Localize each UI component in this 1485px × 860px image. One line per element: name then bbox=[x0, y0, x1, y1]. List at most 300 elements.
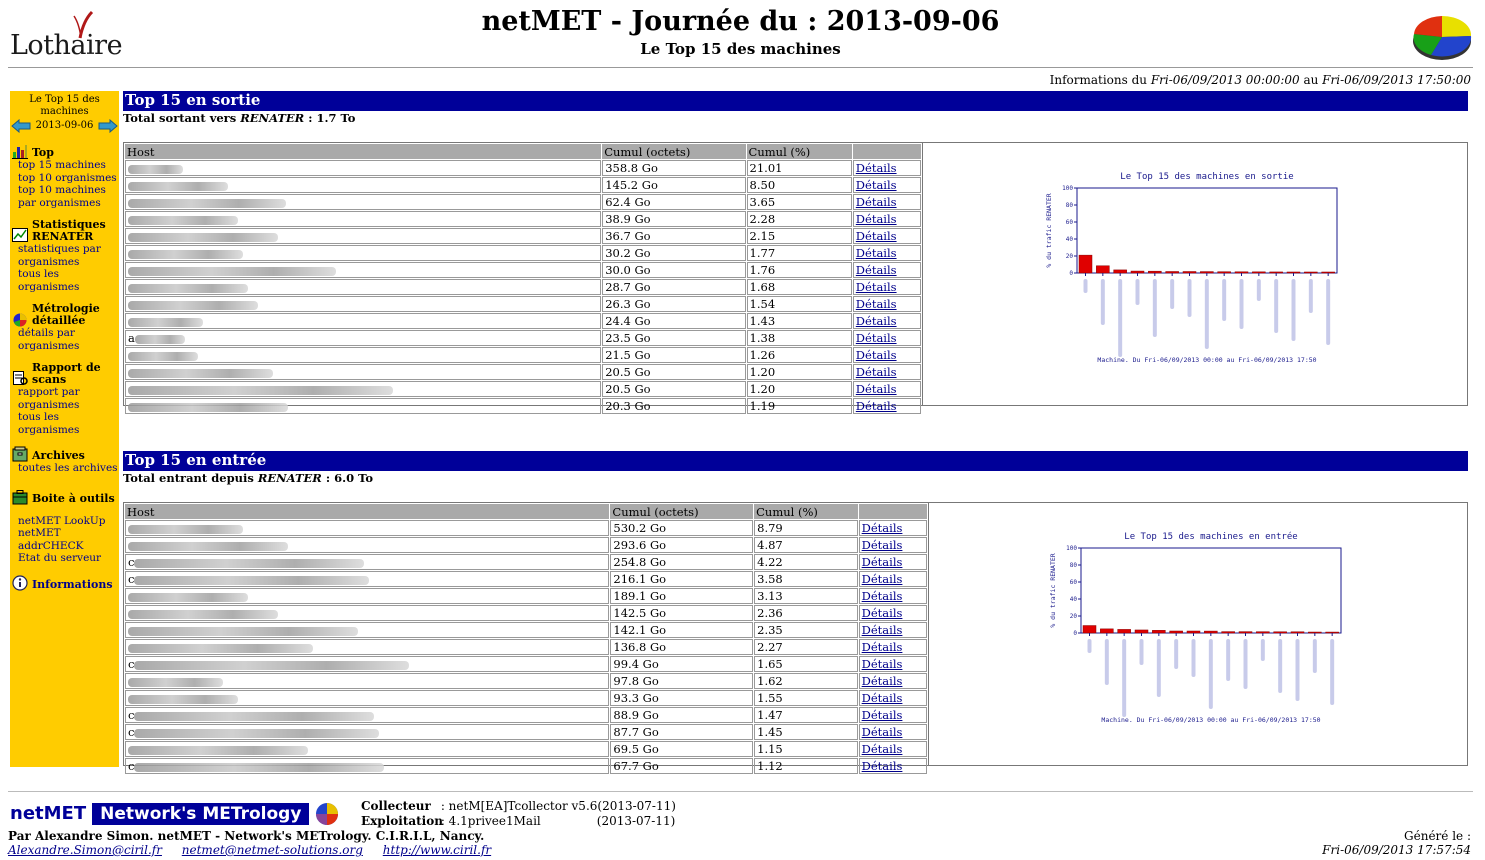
details-cell bbox=[853, 245, 921, 261]
details-link[interactable]: Détails bbox=[861, 589, 903, 603]
generated-value: Fri-06/09/2013 17:57:54 bbox=[1322, 843, 1471, 857]
column-header: Host bbox=[125, 504, 609, 519]
cumul-pct-cell: 3.65 bbox=[747, 194, 852, 210]
details-cell bbox=[859, 537, 927, 553]
cumul-pct-cell: 2.27 bbox=[754, 639, 858, 655]
cumul-pct-cell: 2.15 bbox=[747, 228, 852, 244]
table-row bbox=[125, 296, 921, 312]
details-cell bbox=[859, 639, 927, 655]
next-day-arrow-icon[interactable] bbox=[98, 119, 118, 133]
cumul-octets-cell: 145.2 Go bbox=[602, 177, 745, 193]
cumul-octets-cell: 62.4 Go bbox=[602, 194, 745, 210]
sidebar-link[interactable]: Etat du serveur bbox=[18, 552, 102, 564]
cumul-pct-cell: 2.28 bbox=[747, 211, 852, 227]
chart-bar bbox=[1308, 632, 1321, 633]
host-cell bbox=[125, 398, 601, 414]
host-cell bbox=[125, 690, 609, 706]
period-info bbox=[1050, 73, 1471, 87]
redacted-hostname bbox=[128, 352, 198, 361]
period-from: Fri-06/09/2013 00:00:00 bbox=[1150, 73, 1300, 87]
redacted-machine-label bbox=[1257, 279, 1261, 301]
section-entree bbox=[123, 451, 1468, 485]
host-cell bbox=[125, 245, 601, 261]
sidebar-section-title: Boite à outils bbox=[32, 491, 115, 505]
cumul-octets-cell: 88.9 Go bbox=[610, 707, 753, 723]
details-link[interactable]: Détails bbox=[861, 623, 903, 637]
details-link[interactable]: Détails bbox=[855, 195, 897, 209]
details-cell bbox=[853, 228, 921, 244]
host-cell bbox=[125, 211, 601, 227]
cumul-octets-cell: 67.7 Go bbox=[610, 758, 753, 774]
redacted-machine-label bbox=[1326, 279, 1330, 345]
host-cell bbox=[125, 177, 601, 193]
table-row bbox=[125, 228, 921, 244]
info-icon bbox=[12, 575, 28, 591]
table-row bbox=[125, 622, 927, 638]
cumul-pct-cell: 1.55 bbox=[754, 690, 858, 706]
details-cell bbox=[853, 262, 921, 278]
table-row bbox=[125, 724, 927, 740]
host-cell bbox=[125, 639, 609, 655]
footer-pie-icon bbox=[315, 802, 339, 826]
sidebar-section-title: Informations bbox=[32, 577, 113, 591]
cumul-pct-cell: 1.68 bbox=[747, 279, 852, 295]
host-cell bbox=[125, 673, 609, 689]
host-prefix: c bbox=[128, 759, 135, 773]
redacted-machine-label bbox=[1105, 639, 1109, 685]
details-cell bbox=[853, 330, 921, 346]
details-link[interactable]: Détails bbox=[861, 759, 903, 773]
chart-bar bbox=[1083, 626, 1096, 633]
chart-bar bbox=[1235, 272, 1248, 273]
redacted-machine-label bbox=[1313, 639, 1317, 673]
host-prefix: c bbox=[128, 555, 135, 569]
details-link[interactable]: Détails bbox=[861, 640, 903, 654]
sidebar-link[interactable]: statistiques par organismes bbox=[18, 243, 101, 268]
sidebar-date: 2013-09-06 bbox=[35, 120, 94, 131]
total-target: RENATER bbox=[257, 471, 322, 485]
host-cell bbox=[125, 194, 601, 210]
cumul-pct-cell: 1.47 bbox=[754, 707, 858, 723]
y-tick-label: 100 bbox=[1066, 545, 1077, 552]
details-link[interactable]: Détails bbox=[861, 674, 903, 688]
sidebar-section bbox=[10, 489, 119, 565]
sidebar-section bbox=[10, 219, 119, 293]
details-link[interactable]: Détails bbox=[855, 297, 897, 311]
cumul-octets-cell: 142.5 Go bbox=[610, 605, 753, 621]
table-row bbox=[125, 537, 927, 553]
redacted-machine-label bbox=[1118, 279, 1122, 357]
sidebar-link[interactable]: netMET LookUp bbox=[18, 514, 106, 527]
host-cell bbox=[125, 381, 601, 397]
y-axis-label: % du trafic RENATER bbox=[1045, 193, 1053, 268]
scan-report-icon bbox=[12, 370, 28, 386]
redacted-hostname bbox=[128, 182, 228, 191]
exploitation-date: (2013-07-11) bbox=[596, 814, 676, 828]
table-row bbox=[125, 313, 921, 329]
redacted-hostname bbox=[135, 335, 185, 344]
host-cell bbox=[125, 296, 601, 312]
host-cell bbox=[125, 758, 609, 774]
table-row bbox=[125, 211, 921, 227]
cumul-octets-cell: 30.0 Go bbox=[602, 262, 745, 278]
cumul-octets-cell: 136.8 Go bbox=[610, 639, 753, 655]
sidebar-section-header bbox=[12, 303, 119, 327]
sidebar-section-header bbox=[12, 446, 119, 462]
redacted-hostname bbox=[128, 610, 278, 619]
page-header bbox=[8, 4, 1473, 66]
entree-panel bbox=[123, 502, 1468, 773]
details-cell bbox=[853, 398, 921, 414]
y-tick-label: 80 bbox=[1065, 202, 1073, 209]
footer-credit: Par Alexandre Simon. netMET - Network's METrology. C.I.R.I.L, Nancy. bbox=[8, 829, 485, 843]
sidebar-section bbox=[10, 362, 119, 436]
footer-links bbox=[8, 843, 507, 857]
x-axis-label: Machine. Du Fri-06/09/2013 00:00 au Fri-06/09/2013 17:50 bbox=[1097, 356, 1317, 364]
sortie-panel bbox=[123, 142, 1468, 413]
details-cell bbox=[859, 724, 927, 740]
redacted-machine-label bbox=[1174, 639, 1178, 669]
ciril-website-link[interactable]: http://www.ciril.fr bbox=[382, 843, 492, 857]
table-row bbox=[125, 194, 921, 210]
sidebar-section-title: Statistiques RENATER bbox=[32, 218, 106, 243]
sidebar-section-header bbox=[12, 143, 119, 159]
host-cell bbox=[125, 364, 601, 380]
cumul-octets-cell: 20.3 Go bbox=[602, 398, 745, 414]
plot-frame bbox=[1077, 188, 1337, 273]
sidebar-sections bbox=[10, 143, 119, 591]
total-prefix: Total sortant vers bbox=[123, 111, 241, 125]
sidebar-link[interactable]: tous les organismes bbox=[18, 411, 80, 436]
cumul-octets-cell: 254.8 Go bbox=[610, 554, 753, 570]
redacted-hostname bbox=[134, 712, 374, 721]
host-prefix: c bbox=[128, 725, 135, 739]
details-cell bbox=[859, 741, 927, 757]
cumul-octets-cell: 142.1 Go bbox=[610, 622, 753, 638]
details-link[interactable]: Détails bbox=[855, 365, 897, 379]
chart-bar bbox=[1118, 629, 1131, 633]
footer-version-info bbox=[361, 799, 676, 829]
table-row bbox=[125, 758, 927, 774]
host-cell bbox=[125, 262, 601, 278]
chart-bar bbox=[1100, 629, 1113, 633]
sidebar-section bbox=[10, 303, 119, 352]
details-link[interactable]: Détails bbox=[861, 657, 903, 671]
chart-bar bbox=[1079, 255, 1092, 273]
details-link[interactable]: Détails bbox=[855, 348, 897, 362]
sidebar-section-header bbox=[12, 219, 119, 243]
y-tick-label: 40 bbox=[1069, 596, 1077, 603]
redacted-machine-label bbox=[1292, 279, 1296, 341]
author-email-link[interactable]: Alexandre.Simon@ciril.fr bbox=[8, 843, 162, 857]
sidebar-link[interactable]: top 10 organismes bbox=[18, 171, 117, 184]
cumul-octets-cell: 36.7 Go bbox=[602, 228, 745, 244]
details-cell bbox=[853, 177, 921, 193]
footer-divider bbox=[8, 791, 1473, 792]
details-cell bbox=[859, 690, 927, 706]
redacted-hostname bbox=[128, 216, 238, 225]
details-cell bbox=[859, 622, 927, 638]
details-link[interactable]: Détails bbox=[855, 263, 897, 277]
host-cell bbox=[125, 571, 609, 587]
chart-bar bbox=[1183, 272, 1196, 273]
table-row bbox=[125, 741, 927, 757]
details-link[interactable]: Détails bbox=[855, 212, 897, 226]
details-link[interactable]: Détails bbox=[861, 555, 903, 569]
header-divider bbox=[8, 67, 1473, 68]
cumul-octets-cell: 20.5 Go bbox=[602, 381, 745, 397]
details-cell bbox=[859, 520, 927, 536]
details-link[interactable]: Détails bbox=[855, 314, 897, 328]
details-link[interactable]: Détails bbox=[861, 725, 903, 739]
sidebar-link[interactable]: top 15 machines bbox=[18, 159, 106, 171]
redacted-hostname bbox=[134, 763, 384, 772]
redacted-hostname bbox=[134, 559, 364, 568]
details-cell bbox=[853, 364, 921, 380]
table-row bbox=[125, 520, 927, 536]
host-cell bbox=[125, 520, 609, 536]
cumul-octets-cell: 358.8 Go bbox=[602, 160, 745, 176]
details-cell bbox=[853, 296, 921, 312]
details-link[interactable]: Détails bbox=[855, 178, 897, 192]
chart-bar bbox=[1304, 272, 1317, 273]
details-cell bbox=[853, 194, 921, 210]
redacted-hostname bbox=[128, 644, 313, 653]
chart-title: Le Top 15 des machines en entrée bbox=[1124, 532, 1298, 542]
cumul-octets-cell: 99.4 Go bbox=[610, 656, 753, 672]
chart-bar bbox=[1187, 631, 1200, 633]
redacted-hostname bbox=[128, 369, 273, 378]
cumul-pct-cell: 1.43 bbox=[747, 313, 852, 329]
host-cell bbox=[125, 228, 601, 244]
section-sortie-title: Top 15 en sortie bbox=[123, 91, 1468, 111]
details-cell bbox=[853, 313, 921, 329]
details-link[interactable]: Détails bbox=[855, 161, 897, 175]
details-cell bbox=[859, 758, 927, 774]
details-cell bbox=[859, 571, 927, 587]
chart-bar bbox=[1239, 632, 1252, 633]
details-link[interactable]: Détails bbox=[855, 399, 897, 413]
cumul-pct-cell: 1.62 bbox=[754, 673, 858, 689]
details-link[interactable]: Détails bbox=[861, 538, 903, 552]
sidebar-link[interactable]: toutes les archives bbox=[18, 462, 118, 474]
details-link[interactable]: Détails bbox=[861, 572, 903, 586]
cumul-pct-cell: 8.79 bbox=[754, 520, 858, 536]
sidebar bbox=[10, 91, 119, 767]
sidebar-section-title: Archives bbox=[32, 449, 85, 462]
details-cell bbox=[853, 381, 921, 397]
sortie-table bbox=[124, 143, 922, 415]
details-cell bbox=[859, 707, 927, 723]
chart-bar bbox=[1152, 630, 1165, 633]
netmet-email-link[interactable]: netmet@netmet-solutions.org bbox=[181, 843, 363, 857]
details-cell bbox=[859, 588, 927, 604]
redacted-machine-label bbox=[1222, 279, 1226, 321]
sidebar-section bbox=[10, 575, 119, 591]
host-cell bbox=[125, 537, 609, 553]
sortie-chart-cell bbox=[922, 143, 1467, 405]
redacted-machine-label bbox=[1088, 639, 1092, 653]
host-cell bbox=[125, 160, 601, 176]
sidebar-link[interactable]: netMET addrCHECK bbox=[18, 527, 84, 552]
redacted-machine-label bbox=[1296, 639, 1300, 701]
period-mid: au bbox=[1299, 73, 1323, 87]
details-link[interactable]: Détails bbox=[861, 742, 903, 756]
cumul-octets-cell: 21.5 Go bbox=[602, 347, 745, 363]
details-link[interactable]: Détails bbox=[861, 708, 903, 722]
details-cell bbox=[853, 279, 921, 295]
sidebar-heading: Le Top 15 des machines bbox=[29, 94, 100, 117]
sortie-chart bbox=[923, 143, 1467, 405]
redacted-hostname bbox=[128, 199, 286, 208]
cumul-pct-cell: 2.36 bbox=[754, 605, 858, 621]
entree-chart bbox=[929, 503, 1467, 765]
chart-bar bbox=[1200, 272, 1213, 273]
host-cell bbox=[125, 279, 601, 295]
cumul-pct-cell: 1.65 bbox=[754, 656, 858, 672]
redacted-hostname bbox=[128, 284, 248, 293]
total-target: RENATER bbox=[240, 111, 305, 125]
redacted-machine-label bbox=[1226, 639, 1230, 681]
redacted-machine-label bbox=[1140, 639, 1144, 665]
cumul-octets-cell: 530.2 Go bbox=[610, 520, 753, 536]
table-row bbox=[125, 554, 927, 570]
exploitation-label: Exploitation bbox=[361, 814, 443, 828]
sidebar-section-header[interactable] bbox=[12, 575, 119, 591]
redacted-hostname bbox=[128, 301, 258, 310]
cumul-pct-cell: 1.76 bbox=[747, 262, 852, 278]
entree-table bbox=[124, 503, 928, 775]
cumul-octets-cell: 293.6 Go bbox=[610, 537, 753, 553]
details-link[interactable]: Détails bbox=[861, 606, 903, 620]
sidebar-section bbox=[10, 143, 119, 209]
period-prefix: Informations du bbox=[1049, 73, 1151, 87]
chart-bar bbox=[1222, 632, 1235, 633]
y-tick-label: 80 bbox=[1069, 562, 1077, 569]
chart-bar bbox=[1252, 272, 1265, 273]
cumul-pct-cell: 21.01 bbox=[747, 160, 852, 176]
chart-bar bbox=[1322, 272, 1335, 273]
redacted-machine-label bbox=[1084, 279, 1088, 293]
details-link[interactable]: Détails bbox=[855, 382, 897, 396]
cumul-pct-cell: 1.20 bbox=[747, 381, 852, 397]
chart-bar bbox=[1096, 266, 1109, 273]
column-header: Cumul (octets) bbox=[602, 144, 745, 159]
total-value: : 6.0 To bbox=[321, 471, 374, 485]
redacted-machine-label bbox=[1157, 639, 1161, 697]
column-header: Cumul (%) bbox=[747, 144, 852, 159]
sidebar-section-title: Métrologie détaillée bbox=[32, 302, 100, 327]
redacted-machine-label bbox=[1278, 639, 1282, 693]
redacted-hostname bbox=[128, 542, 288, 551]
redacted-hostname bbox=[128, 403, 288, 412]
details-cell bbox=[853, 211, 921, 227]
redacted-machine-label bbox=[1244, 639, 1248, 689]
y-axis-label: % du trafic RENATER bbox=[1049, 553, 1057, 628]
cumul-octets-cell: 189.1 Go bbox=[610, 588, 753, 604]
logo-text: Lothaire bbox=[10, 30, 123, 61]
host-cell bbox=[125, 724, 609, 740]
y-tick-label: 0 bbox=[1073, 630, 1077, 637]
pie-chart-logo-icon[interactable] bbox=[1411, 10, 1473, 62]
details-cell bbox=[859, 673, 927, 689]
chart-title: Le Top 15 des machines en sortie bbox=[1120, 172, 1294, 182]
column-header bbox=[853, 144, 921, 159]
sidebar-link[interactable]: détails par organismes bbox=[18, 327, 80, 352]
sidebar-link[interactable]: tous les organismes bbox=[18, 268, 80, 293]
prev-day-arrow-icon[interactable] bbox=[11, 119, 31, 133]
redacted-hostname bbox=[134, 661, 409, 670]
redacted-machine-label bbox=[1170, 279, 1174, 309]
redacted-hostname bbox=[128, 233, 278, 242]
sidebar-section-title: Rapport de scans bbox=[32, 361, 101, 386]
y-tick-label: 20 bbox=[1069, 613, 1077, 620]
host-cell bbox=[125, 741, 609, 757]
cumul-octets-cell: 87.7 Go bbox=[610, 724, 753, 740]
host-prefix: c bbox=[128, 708, 135, 722]
sidebar-link[interactable]: top 10 machines par organismes bbox=[18, 184, 106, 209]
redacted-hostname bbox=[128, 695, 238, 704]
footer-netmet-logo[interactable] bbox=[10, 800, 339, 827]
chart-bar bbox=[1218, 272, 1231, 273]
details-cell bbox=[853, 160, 921, 176]
details-link[interactable]: Détails bbox=[861, 521, 903, 535]
details-link[interactable]: Détails bbox=[855, 331, 897, 345]
details-cell bbox=[859, 554, 927, 570]
host-cell bbox=[125, 656, 609, 672]
y-tick-label: 60 bbox=[1069, 579, 1077, 586]
redacted-machine-label bbox=[1188, 279, 1192, 317]
section-sortie bbox=[123, 91, 1468, 125]
entree-chart-cell bbox=[928, 503, 1467, 765]
redacted-machine-label bbox=[1309, 279, 1313, 313]
section-sortie-total bbox=[123, 111, 1468, 125]
y-tick-label: 0 bbox=[1069, 270, 1073, 277]
details-link[interactable]: Détails bbox=[855, 280, 897, 294]
cumul-pct-cell: 1.77 bbox=[747, 245, 852, 261]
plot-frame bbox=[1081, 548, 1341, 633]
table-row bbox=[125, 656, 927, 672]
details-link[interactable]: Détails bbox=[855, 229, 897, 243]
details-link[interactable]: Détails bbox=[861, 691, 903, 705]
total-value: : 1.7 To bbox=[304, 111, 356, 125]
redacted-hostname bbox=[128, 678, 223, 687]
details-cell bbox=[859, 656, 927, 672]
cumul-pct-cell: 1.20 bbox=[747, 364, 852, 380]
table-row bbox=[125, 639, 927, 655]
cumul-pct-cell: 4.22 bbox=[754, 554, 858, 570]
table-row bbox=[125, 571, 927, 587]
sidebar-link[interactable]: rapport par organismes bbox=[18, 386, 80, 411]
redacted-hostname bbox=[128, 746, 308, 755]
footer-generated bbox=[1322, 829, 1471, 857]
y-tick-label: 60 bbox=[1065, 219, 1073, 226]
column-header: Cumul (octets) bbox=[610, 504, 753, 519]
chart-bar bbox=[1326, 632, 1339, 633]
details-link[interactable]: Détails bbox=[855, 246, 897, 260]
redacted-machine-label bbox=[1192, 639, 1196, 677]
chart-bar bbox=[1291, 632, 1304, 633]
redacted-hostname bbox=[134, 576, 369, 585]
redacted-machine-label bbox=[1205, 279, 1209, 349]
chart-bar bbox=[1114, 270, 1127, 273]
chart-bar bbox=[1204, 631, 1217, 633]
cumul-pct-cell: 1.19 bbox=[747, 398, 852, 414]
table-row bbox=[125, 177, 921, 193]
redacted-hostname bbox=[128, 386, 393, 395]
cumul-pct-cell: 1.54 bbox=[747, 296, 852, 312]
redacted-hostname bbox=[128, 525, 243, 534]
